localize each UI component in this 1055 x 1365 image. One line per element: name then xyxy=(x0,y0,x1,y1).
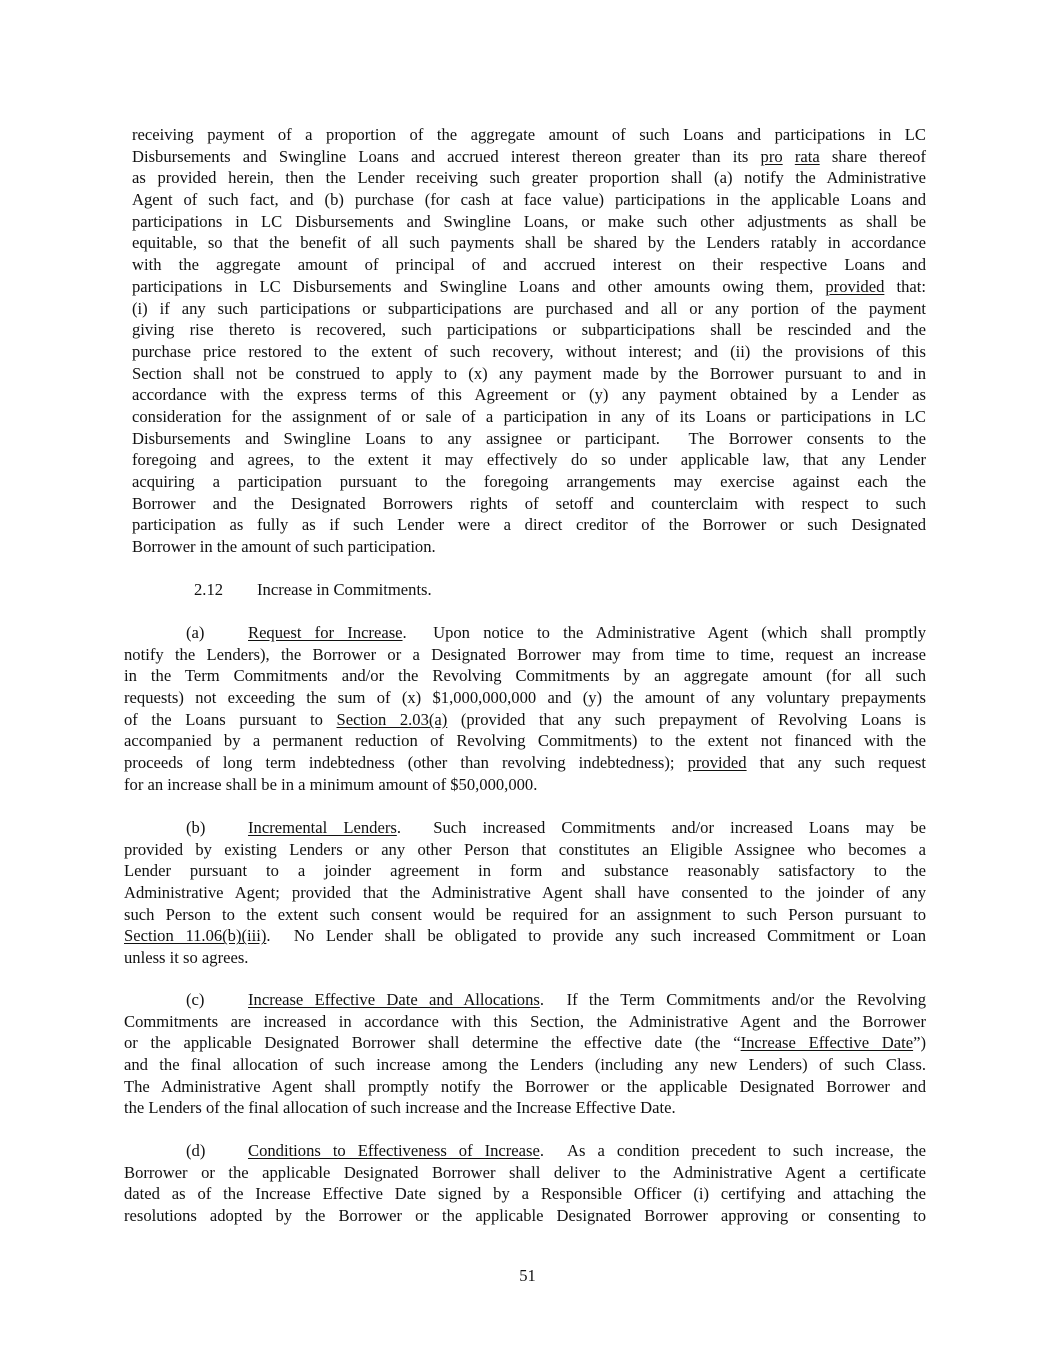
text-line xyxy=(132,254,926,276)
text-line xyxy=(132,189,926,211)
text-segment: participations in LC Disbursements and Swingline Loans, or make such other adjustments as shall be xyxy=(132,211,926,231)
text-segment: Disbursements and Swingline Loans and accrued interest thereon greater than its xyxy=(132,146,761,166)
paragraph-incremental-lenders xyxy=(124,817,926,969)
section-heading xyxy=(194,579,432,601)
underlined-term: Section 2.03(a) xyxy=(336,709,448,729)
text-line xyxy=(132,211,926,233)
text-segment: participation as fully as if such Lender were a direct creditor of the Borrower or such Designated xyxy=(132,515,926,535)
text-line xyxy=(124,1054,926,1076)
text-segment: provided by existing Lenders or any other Person that constitutes an Eligible Assignee who becomes a xyxy=(124,839,926,859)
text-segment: of the Loans pursuant to xyxy=(124,709,337,729)
text-segment: dated as of the Increase Effective Date signed by a Responsible Officer (i) certifying and attaching the xyxy=(124,1184,926,1204)
text-segment: or the applicable Designated Borrower shall determine the effective date (the “ xyxy=(124,1033,741,1053)
text-line xyxy=(124,622,926,644)
text-segment: Borrower or the applicable Designated Borrower shall deliver to the Administrative Agent a certificate xyxy=(124,1162,926,1182)
text-line xyxy=(132,146,926,168)
text-segment: proceeds of long term indebtedness (other than revolving indebtedness); xyxy=(124,753,688,773)
text-line xyxy=(132,536,926,558)
text-segment: such Person to the extent such consent would be required for an assignment to such Person pursuant to xyxy=(124,904,926,924)
text-segment: notify the Lenders), the Borrower or a Designated Borrower may from time to time, request an increase xyxy=(124,644,926,664)
text-line xyxy=(124,904,926,926)
text-segment: . No Lender shall be obligated to provide any such increased Commitment or Loan xyxy=(266,926,926,946)
text-segment: consideration for the assignment of or sale of a participation in any of its Loans or participations in LC xyxy=(132,406,926,426)
text-line xyxy=(124,709,926,731)
text-line xyxy=(132,232,926,254)
text-line xyxy=(124,947,926,969)
text-line xyxy=(132,124,926,146)
section-title: Increase in Commitments. xyxy=(257,580,432,599)
text-segment: Borrower in the amount of such participation. xyxy=(132,537,436,557)
paragraph-increase-effective-date xyxy=(124,989,926,1119)
text-segment: accompanied by a permanent reduction of Revolving Commitments) to the extent not financed with the xyxy=(124,731,926,751)
text-segment: unless it so agrees. xyxy=(124,948,249,968)
underlined-term: provided xyxy=(687,753,747,773)
text-line xyxy=(124,1097,926,1119)
text-line xyxy=(124,644,926,666)
underlined-term: Conditions to Effectiveness of Increase xyxy=(248,1141,540,1160)
text-line xyxy=(132,514,926,536)
text-segment: participations in LC Disbursements and Swingline Loans and other amounts owing them, xyxy=(132,276,826,296)
paragraph-request-for-increase xyxy=(124,622,926,796)
text-segment: The Administrative Agent shall promptly notify the Borrower or the applicable Designated Borrower and xyxy=(124,1076,926,1096)
text-segment: share thereof xyxy=(819,146,927,166)
text-line xyxy=(132,319,926,341)
text-line xyxy=(124,860,926,882)
underlined-term: pro xyxy=(760,146,783,166)
text-segment: the Lenders of the final allocation of such increase and the Increase Effective Date. xyxy=(124,1098,676,1118)
clause-label: (c) xyxy=(186,990,205,1009)
text-segment: resolutions adopted by the Borrower or the applicable Designated Borrower approving or consenting to xyxy=(124,1206,926,1226)
text-line xyxy=(124,774,926,796)
page-number: 51 xyxy=(519,1266,536,1285)
text-segment: . If the Term Commitments and/or the Revolving xyxy=(539,990,926,1009)
clause-label: (d) xyxy=(186,1141,206,1160)
text-line xyxy=(124,817,926,839)
text-segment: acquiring a participation pursuant to the foregoing arrangements may exercise against each the xyxy=(132,472,926,491)
text-segment: foregoing and agrees, to the extent it may effectively do so under applicable law, that any Lender xyxy=(132,450,926,470)
text-line xyxy=(132,428,926,450)
underlined-term: Increase Effective Date and Allocations xyxy=(248,990,540,1009)
text-line xyxy=(132,276,926,298)
text-line xyxy=(132,298,926,320)
text-segment: accordance with the express terms of this Agreement or (y) any payment obtained by a Lender as xyxy=(132,385,926,405)
text-segment: requests) not exceeding the sum of (x) $1,000,000,000 and (y) the amount of any voluntary prepayments xyxy=(124,688,926,708)
clause-label: (b) xyxy=(186,818,206,837)
text-segment: Section shall not be construed to apply to (x) any payment made by the Borrower pursuant to and in xyxy=(132,363,926,383)
text-line xyxy=(124,1011,926,1033)
text-line xyxy=(124,1076,926,1098)
text-line xyxy=(124,882,926,904)
text-line xyxy=(124,1032,926,1054)
underlined-term: Increase Effective Date xyxy=(740,1033,914,1053)
text-segment: . Such increased Commitments and/or increased Loans may be xyxy=(396,818,926,837)
text-segment: for an increase shall be in a minimum amount of $50,000,000. xyxy=(124,774,538,794)
text-segment: that any such request xyxy=(746,753,927,773)
text-line xyxy=(132,493,926,515)
text-segment: (i) if any such participations or subparticipations are purchased and all or any portion of the payment xyxy=(132,298,926,318)
text-line xyxy=(124,1162,926,1184)
text-segment: purchase price restored to the extent of such recovery, without interest; and (ii) the provisions of this xyxy=(132,341,926,361)
text-segment: Disbursements and Swingline Loans to any assignee or participant. The Borrower consents to the xyxy=(132,428,926,448)
underlined-term: provided xyxy=(825,276,885,296)
text-segment: as provided herein, then the Lender receiving such greater proportion shall (a) notify the Administrative xyxy=(132,168,926,188)
text-line xyxy=(132,363,926,385)
text-segment: with the aggregate amount of principal of and accrued interest on their respective Loans and xyxy=(132,255,926,275)
text-line xyxy=(124,730,926,752)
text-segment: and the final allocation of such increase among the Lenders (including any new Lenders) of such Class. xyxy=(124,1055,926,1075)
text-segment xyxy=(783,147,795,166)
underlined-term: Incremental Lenders xyxy=(248,818,397,837)
text-line xyxy=(124,665,926,687)
text-line xyxy=(124,687,926,709)
text-segment: . Upon notice to the Administrative Agent (which shall promptly xyxy=(402,623,926,642)
text-segment: equitable, so that the benefit of all such payments shall be shared by the Lenders ratably in accordance xyxy=(132,233,926,253)
underlined-term: rata xyxy=(794,146,820,166)
text-segment: . As a condition precedent to such increase, the xyxy=(539,1141,927,1160)
text-line xyxy=(132,341,926,363)
text-line xyxy=(124,989,926,1011)
text-segment: Administrative Agent; provided that the Administrative Agent shall have consented to the joinder of any xyxy=(124,883,926,903)
text-line xyxy=(124,752,926,774)
text-line xyxy=(124,925,926,947)
text-segment: Lender pursuant to a joinder agreement in form and substance reasonably satisfactory to the xyxy=(124,861,926,881)
text-segment: ”) xyxy=(913,1033,926,1053)
text-segment: Borrower and the Designated Borrowers rights of setoff and counterclaim with respect to such xyxy=(132,493,926,513)
paragraph-pro-rata-sharing xyxy=(132,124,926,558)
text-line xyxy=(124,839,926,861)
text-segment: Agent of such fact, and (b) purchase (for cash at face value) participations in the applicable Loans and xyxy=(132,190,926,210)
text-line xyxy=(132,167,926,189)
text-segment: receiving payment of a proportion of the aggregate amount of such Loans and participations in LC xyxy=(132,125,926,144)
section-number: 2.12 xyxy=(194,580,224,599)
text-line xyxy=(132,384,926,406)
text-segment: in the Term Commitments and/or the Revolving Commitments by an aggregate amount (for all such xyxy=(124,666,926,686)
text-segment: giving rise thereto is recovered, such participations or subparticipations shall be rescinded and the xyxy=(132,320,926,340)
text-segment: (provided that any such prepayment of Revolving Loans is xyxy=(447,709,926,729)
text-line xyxy=(132,449,926,471)
underlined-term: Section 11.06(b)(iii) xyxy=(124,926,267,946)
text-segment: Commitments are increased in accordance with this Section, the Administrative Agent and the Borrower xyxy=(124,1011,926,1031)
text-line xyxy=(124,1205,926,1227)
text-line xyxy=(124,1140,926,1162)
text-line xyxy=(132,406,926,428)
text-segment: that: xyxy=(884,276,926,296)
paragraph-conditions-to-effectiveness xyxy=(124,1140,926,1227)
underlined-term: Request for Increase xyxy=(248,623,403,642)
text-line xyxy=(132,471,926,493)
clause-label: (a) xyxy=(186,623,205,642)
text-line xyxy=(124,1183,926,1205)
